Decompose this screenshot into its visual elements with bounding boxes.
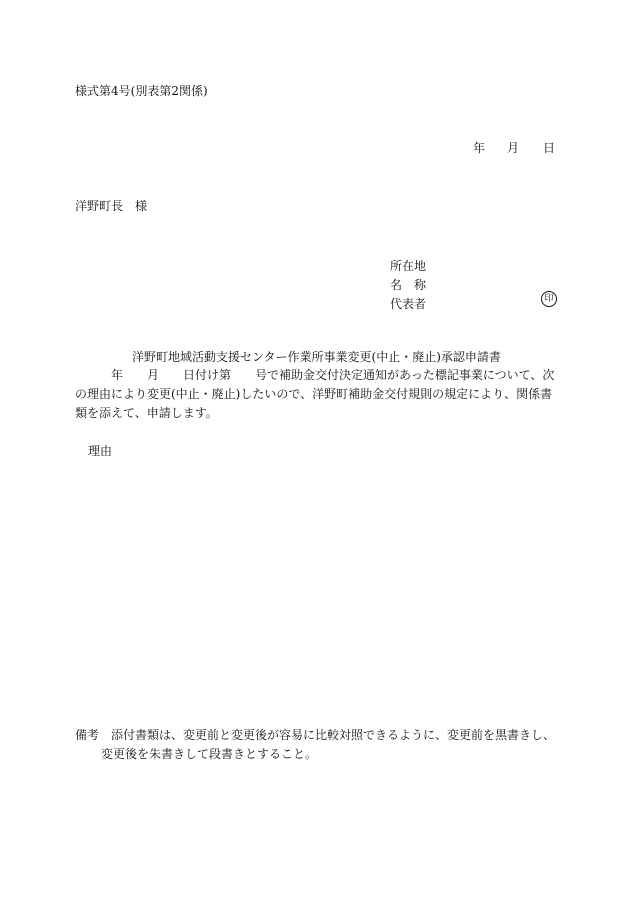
document-title: 洋野町地域活動支援センター作業所事業変更(中止・廃止)承認申請書 <box>132 350 501 364</box>
representative-row <box>390 294 430 313</box>
applicant-block <box>390 256 430 313</box>
remarks-line-2: 変更後を朱書きして段書きとすること。 <box>101 747 318 761</box>
body-paragraph <box>75 366 555 423</box>
addressee: 洋野町長 様 <box>75 199 148 213</box>
name-row <box>390 275 430 294</box>
address-row <box>390 256 430 275</box>
remarks <box>75 726 555 764</box>
date-year-label: 年 <box>473 141 486 155</box>
date-month-label: 月 <box>507 141 520 155</box>
seal-icon: 印 <box>541 291 557 307</box>
body-line: 類を添えて、申請します。 <box>75 406 218 420</box>
date-day-label: 日 <box>543 141 556 155</box>
body-line: の理由により変更(中止・廃止)したいので、洋野町補助金交付規則の規定により、関係書 <box>75 387 553 401</box>
body-line: 年 月 日付け第 号で補助金交付決定通知があった標記事業について、次 <box>75 368 555 382</box>
date-line <box>473 142 555 154</box>
form-number: 様式第4号(別表第2関係) <box>75 84 208 98</box>
name-label: 名 称 <box>390 277 427 292</box>
address-label: 所在地 <box>390 258 427 273</box>
remarks-line-1: 備考 添付書類は、変更前と変更後が容易に比較対照できるように、変更前を黒書きし、 <box>75 728 556 742</box>
reason-label: 理由 <box>88 444 113 458</box>
representative-label: 代表者 <box>390 296 427 311</box>
